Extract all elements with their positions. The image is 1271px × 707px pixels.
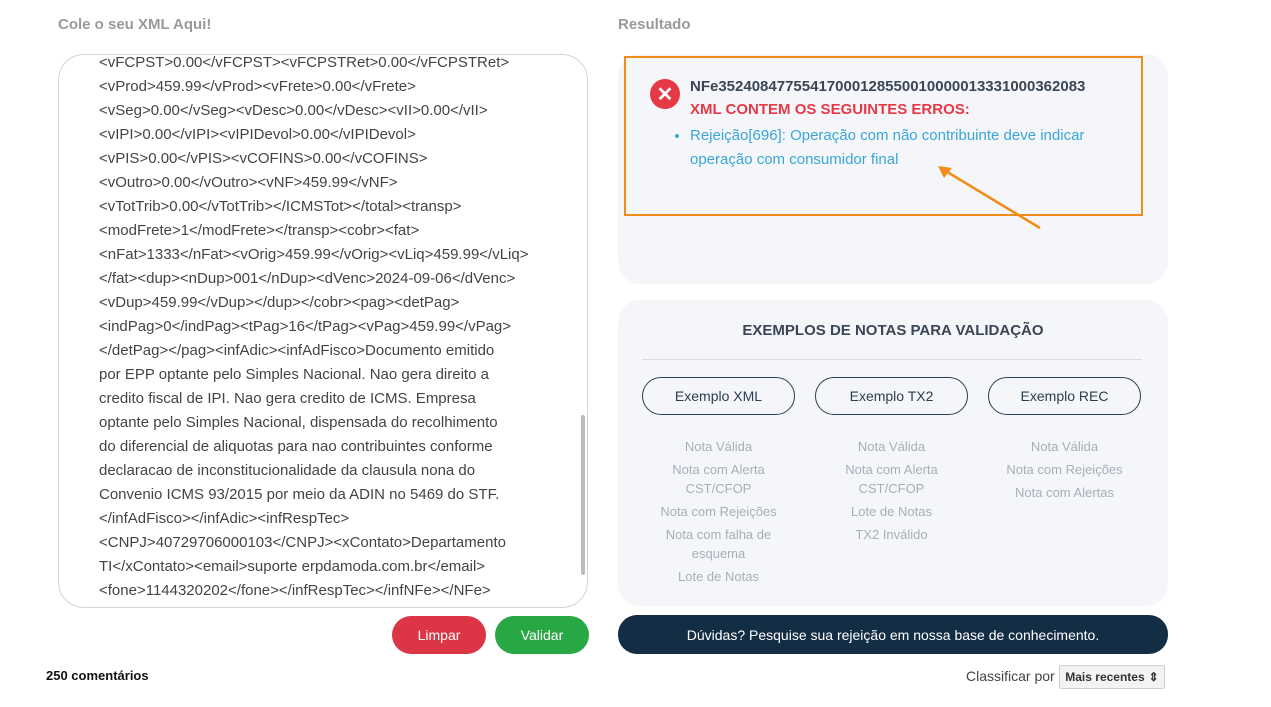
- xml-line: </detPag></pag><infAdic><infAdFisco>Documento emitido: [99, 342, 495, 359]
- xml-line: <vPIS>0.00</vPIS><vCOFINS>0.00</vCOFINS>: [99, 150, 428, 167]
- xml-line: <fone>1144320202</fone></infRespTec></infNFe></NFe>: [99, 582, 491, 599]
- xml-line: <vDup>459.99</vDup></dup></cobr><pag><detPag>: [99, 294, 460, 311]
- sort-label: Classificar por: [966, 668, 1055, 684]
- example-link[interactable]: Nota Válida: [857, 439, 926, 454]
- xml-textarea[interactable]: [58, 54, 588, 608]
- xml-section-label: Cole o seu XML Aqui!: [58, 16, 212, 33]
- example-link[interactable]: Nota com Alerta CST/CFOP: [672, 462, 765, 496]
- example-button[interactable]: Exemplo TX2: [815, 377, 968, 415]
- help-search-bar[interactable]: Dúvidas? Pesquise sua rejeição em nossa base de conhecimento.: [618, 615, 1168, 654]
- xml-line: <vTotTrib>0.00</vTotTrib></ICMSTot></total><transp>: [99, 198, 462, 215]
- validate-button[interactable]: Validar: [495, 616, 589, 654]
- xml-scrollbar[interactable]: [581, 415, 585, 575]
- example-link[interactable]: Nota com Alerta CST/CFOP: [845, 462, 938, 496]
- xml-line: <CNPJ>40729706000103</CNPJ><xContato>Departamento: [99, 534, 506, 551]
- examples-title: EXEMPLOS DE NOTAS PARA VALIDAÇÃO: [742, 322, 1044, 339]
- example-link[interactable]: TX2 Inválido: [855, 527, 928, 542]
- xml-line: <vOutro>0.00</vOutro><vNF>459.99</vNF>: [99, 174, 398, 191]
- example-link[interactable]: Nota com Rejeições: [1006, 462, 1123, 477]
- clear-button[interactable]: Limpar: [392, 616, 486, 654]
- xml-line: por EPP optante pelo Simples Nacional. Nao gera direito a: [99, 366, 489, 383]
- nfe-id: NFe35240847755417000128550010000013331000362083: [690, 78, 1086, 95]
- result-section-label: Resultado: [618, 16, 691, 33]
- example-link[interactable]: Nota com Rejeições: [660, 504, 777, 519]
- xml-line: <modFrete>1</modFrete></transp><cobr><fat>: [99, 222, 420, 239]
- xml-line: <vFCPST>0.00</vFCPST><vFCPSTRet>0.00</vFCPSTRet>: [99, 54, 510, 71]
- example-links: [642, 437, 795, 586]
- example-link[interactable]: Nota com Alertas: [1015, 485, 1114, 500]
- example-links: [988, 437, 1141, 502]
- error-title: XML CONTEM OS SEGUINTES ERROS:: [690, 101, 970, 118]
- example-button[interactable]: Exemplo REC: [988, 377, 1141, 415]
- xml-line: <nFat>1333</nFat><vOrig>459.99</vOrig><vLiq>459.99</vLiq>: [99, 246, 529, 263]
- example-link[interactable]: Nota Válida: [1030, 439, 1099, 454]
- examples-panel: [618, 300, 1168, 606]
- close-x-icon: ✕: [650, 79, 680, 109]
- xml-line: <indPag>0</indPag><tPag>16</tPag><vPag>459.99</vPag>: [99, 318, 512, 335]
- comments-count: 250 comentários: [46, 668, 149, 683]
- error-box: [624, 56, 1143, 216]
- error-list: [670, 124, 1150, 172]
- example-column: [988, 377, 1141, 506]
- xml-line: declaracao de inconstitucionalidade da clausula nona do: [99, 462, 476, 479]
- example-link[interactable]: Nota com falha de esquema: [665, 527, 772, 561]
- sort-select[interactable]: [1059, 665, 1165, 689]
- examples-divider: [642, 359, 1142, 360]
- example-link[interactable]: Nota Válida: [684, 439, 753, 454]
- xml-line: <vSeg>0.00</vSeg><vDesc>0.00</vDesc><vII>0.00</vII>: [99, 102, 488, 119]
- example-column: [642, 377, 795, 590]
- example-link[interactable]: Lote de Notas: [678, 569, 759, 584]
- sort-select-value: Mais recentes: [1065, 670, 1145, 684]
- xml-line: </fat><dup><nDup>001</nDup><dVenc>2024-09-06</dVenc>: [99, 270, 516, 287]
- error-item[interactable]: • Rejeição[696]: Operação com não contribuinte deve indicar operação com consumidor final: [690, 124, 1150, 172]
- xml-line: <vProd>459.99</vProd><vFrete>0.00</vFrete>: [99, 78, 416, 95]
- sort-arrows-icon: ⇕: [1148, 670, 1159, 684]
- xml-line: </infAdFisco></infAdic><infRespTec>: [99, 510, 350, 527]
- arrow-annotation: [930, 160, 1050, 235]
- xml-line: <vIPI>0.00</vIPI><vIPIDevol>0.00</vIPIDevol>: [99, 126, 416, 143]
- example-link[interactable]: Lote de Notas: [851, 504, 932, 519]
- example-button[interactable]: Exemplo XML: [642, 377, 795, 415]
- example-links: [815, 437, 968, 544]
- xml-line: Convenio ICMS 93/2015 por meio da ADIN no 5469 do STF.: [99, 486, 500, 503]
- example-column: [815, 377, 968, 548]
- xml-content[interactable]: [99, 54, 549, 603]
- xml-line: optante pelo Simples Nacional, dispensada do recolhimento: [99, 414, 498, 431]
- xml-line: TI</xContato><email>suporte erpdamoda.com.br</email>: [99, 558, 486, 575]
- xml-line: do diferencial de aliquotas para nao contribuintes conforme: [99, 438, 493, 455]
- xml-line: credito fiscal de IPI. Nao gera credito de ICMS. Empresa: [99, 390, 476, 407]
